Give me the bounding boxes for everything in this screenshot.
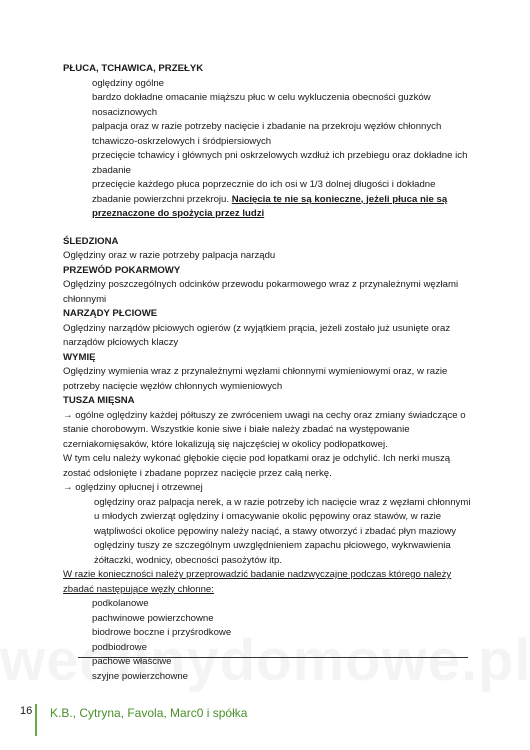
footer-authors: K.B., Cytryna, Favola, Marc0 i spółka xyxy=(50,706,248,720)
section-title-pluca: PŁUCA, TCHAWICA, PRZEŁYK xyxy=(63,63,204,74)
lymph-node-item: podbiodrowe xyxy=(92,641,147,653)
section-title-wymie: WYMIĘ xyxy=(63,351,96,363)
extra-exam-intro: W razie konieczności należy przeprowadzić badanie nadzwyczajne podczas którego należy zbadać następujące węzły chłonne: xyxy=(63,569,452,595)
pluca-note: Nacięcia te nie są konieczne, jeżeli płuca nie są przeznaczone do spożycia przez ludzi xyxy=(92,193,448,219)
section-gap xyxy=(63,222,473,235)
tusza-paragraph: W tym celu należy wykonać głębokie cięcie pod łopatkami oraz je odchylić. Ich nerki muszą zostać odsłonięte i zbadane poprzez nacięcie przez całą nerkę. xyxy=(63,453,451,479)
page-content xyxy=(63,62,473,684)
tusza-arrow-item: → oględziny opłucnej i otrzewnej xyxy=(63,482,203,493)
lymph-node-item: podkolanowe xyxy=(92,598,149,609)
pluca-item-last xyxy=(63,178,473,222)
section-title-przewod: PRZEWÓD POKARMOWY xyxy=(63,264,181,276)
pluca-item: bardzo dokładne omacanie miąższu płuc w celu wykluczenia obecności guzków nosaciznowych xyxy=(92,92,431,118)
tusza-paragraph: → ogólne oględziny każdej półtuszy ze zwróceniem uwagi na cechy oraz zmiany świadczące o stanie chorobowym. Wszystkie konie siwe i białe należy zbadać na występowanie czerniakomięsaków, które lokalizują się najczęściej w okolicy podłopatkowej. xyxy=(63,409,466,450)
narzady-text: Oględziny narządów płciowych ogierów (z wyjątkiem prącia, jeżeli zostało już usunięte oraz narządów płciowych klaczy xyxy=(63,322,451,348)
footer-divider xyxy=(78,657,468,658)
tusza-item: oględziny tuszy ze szczególnym uwzględnieniem zapachu płciowego, wykrwawienia żółtaczki, wodnicy, obecności pasożytów itp. xyxy=(94,540,451,566)
lymph-node-item: szyjne powierzchowne xyxy=(92,670,188,682)
pluca-item: przecięcie tchawicy i głównych pni oskrzelowych wzdłuż ich przebiegu oraz dokładne ich zbadanie xyxy=(92,150,468,176)
sledziona-text: Oględziny oraz w razie potrzeby palpacja narządu xyxy=(63,250,276,261)
tusza-item: oględziny oraz palpacja nerek, a w razie potrzeby ich nacięcie wraz z węzłami chłonnymi xyxy=(94,496,471,508)
przewod-text: Oględziny poszczególnych odcinków przewodu pokarmowego wraz z przynależnymi węzłami chłonnymi xyxy=(63,279,459,305)
footer-accent-bar xyxy=(35,704,37,736)
pluca-item: palpacja oraz w razie potrzeby nacięcie i zbadanie na przekroju węzłów chłonnych tchawiczo-oskrzelowych i śródpiersiowych xyxy=(92,121,442,147)
page-number: 16 xyxy=(20,705,33,717)
section-title-sledziona: ŚLEDZIONA xyxy=(63,235,119,247)
section-title-tusza: TUSZA MIĘSNA xyxy=(63,395,135,406)
lymph-node-item: biodrowe boczne i przyśrodkowe xyxy=(92,627,232,638)
lymph-node-item: pachwinowe powierzchowne xyxy=(92,612,214,624)
pluca-item: oględziny ogólne xyxy=(92,77,165,89)
wymie-text: Oględziny wymienia wraz z przynależnymi węzłami chłonnymi wymieniowymi oraz, w razie potrzeby nacięcie węzłów chłonnych wymieniowych xyxy=(63,366,448,392)
lymph-node-item: pachowe właściwe xyxy=(92,656,172,667)
section-title-narzady: NARZĄDY PŁCIOWE xyxy=(63,308,158,319)
pluca-item-text: przecięcie każdego płuca poprzecznie do ich osi w 1/3 dolnej długości i dokładne zbadanie powierzchni przekroju. xyxy=(92,179,436,205)
tusza-item: u młodych zwierząt oględziny i omacywanie okolic pępowiny oraz stawów, w razie wątpliwości okolice pępowiny należy naciąć, a stawy otworzyć i zbadać płyn maziowy xyxy=(94,511,457,537)
